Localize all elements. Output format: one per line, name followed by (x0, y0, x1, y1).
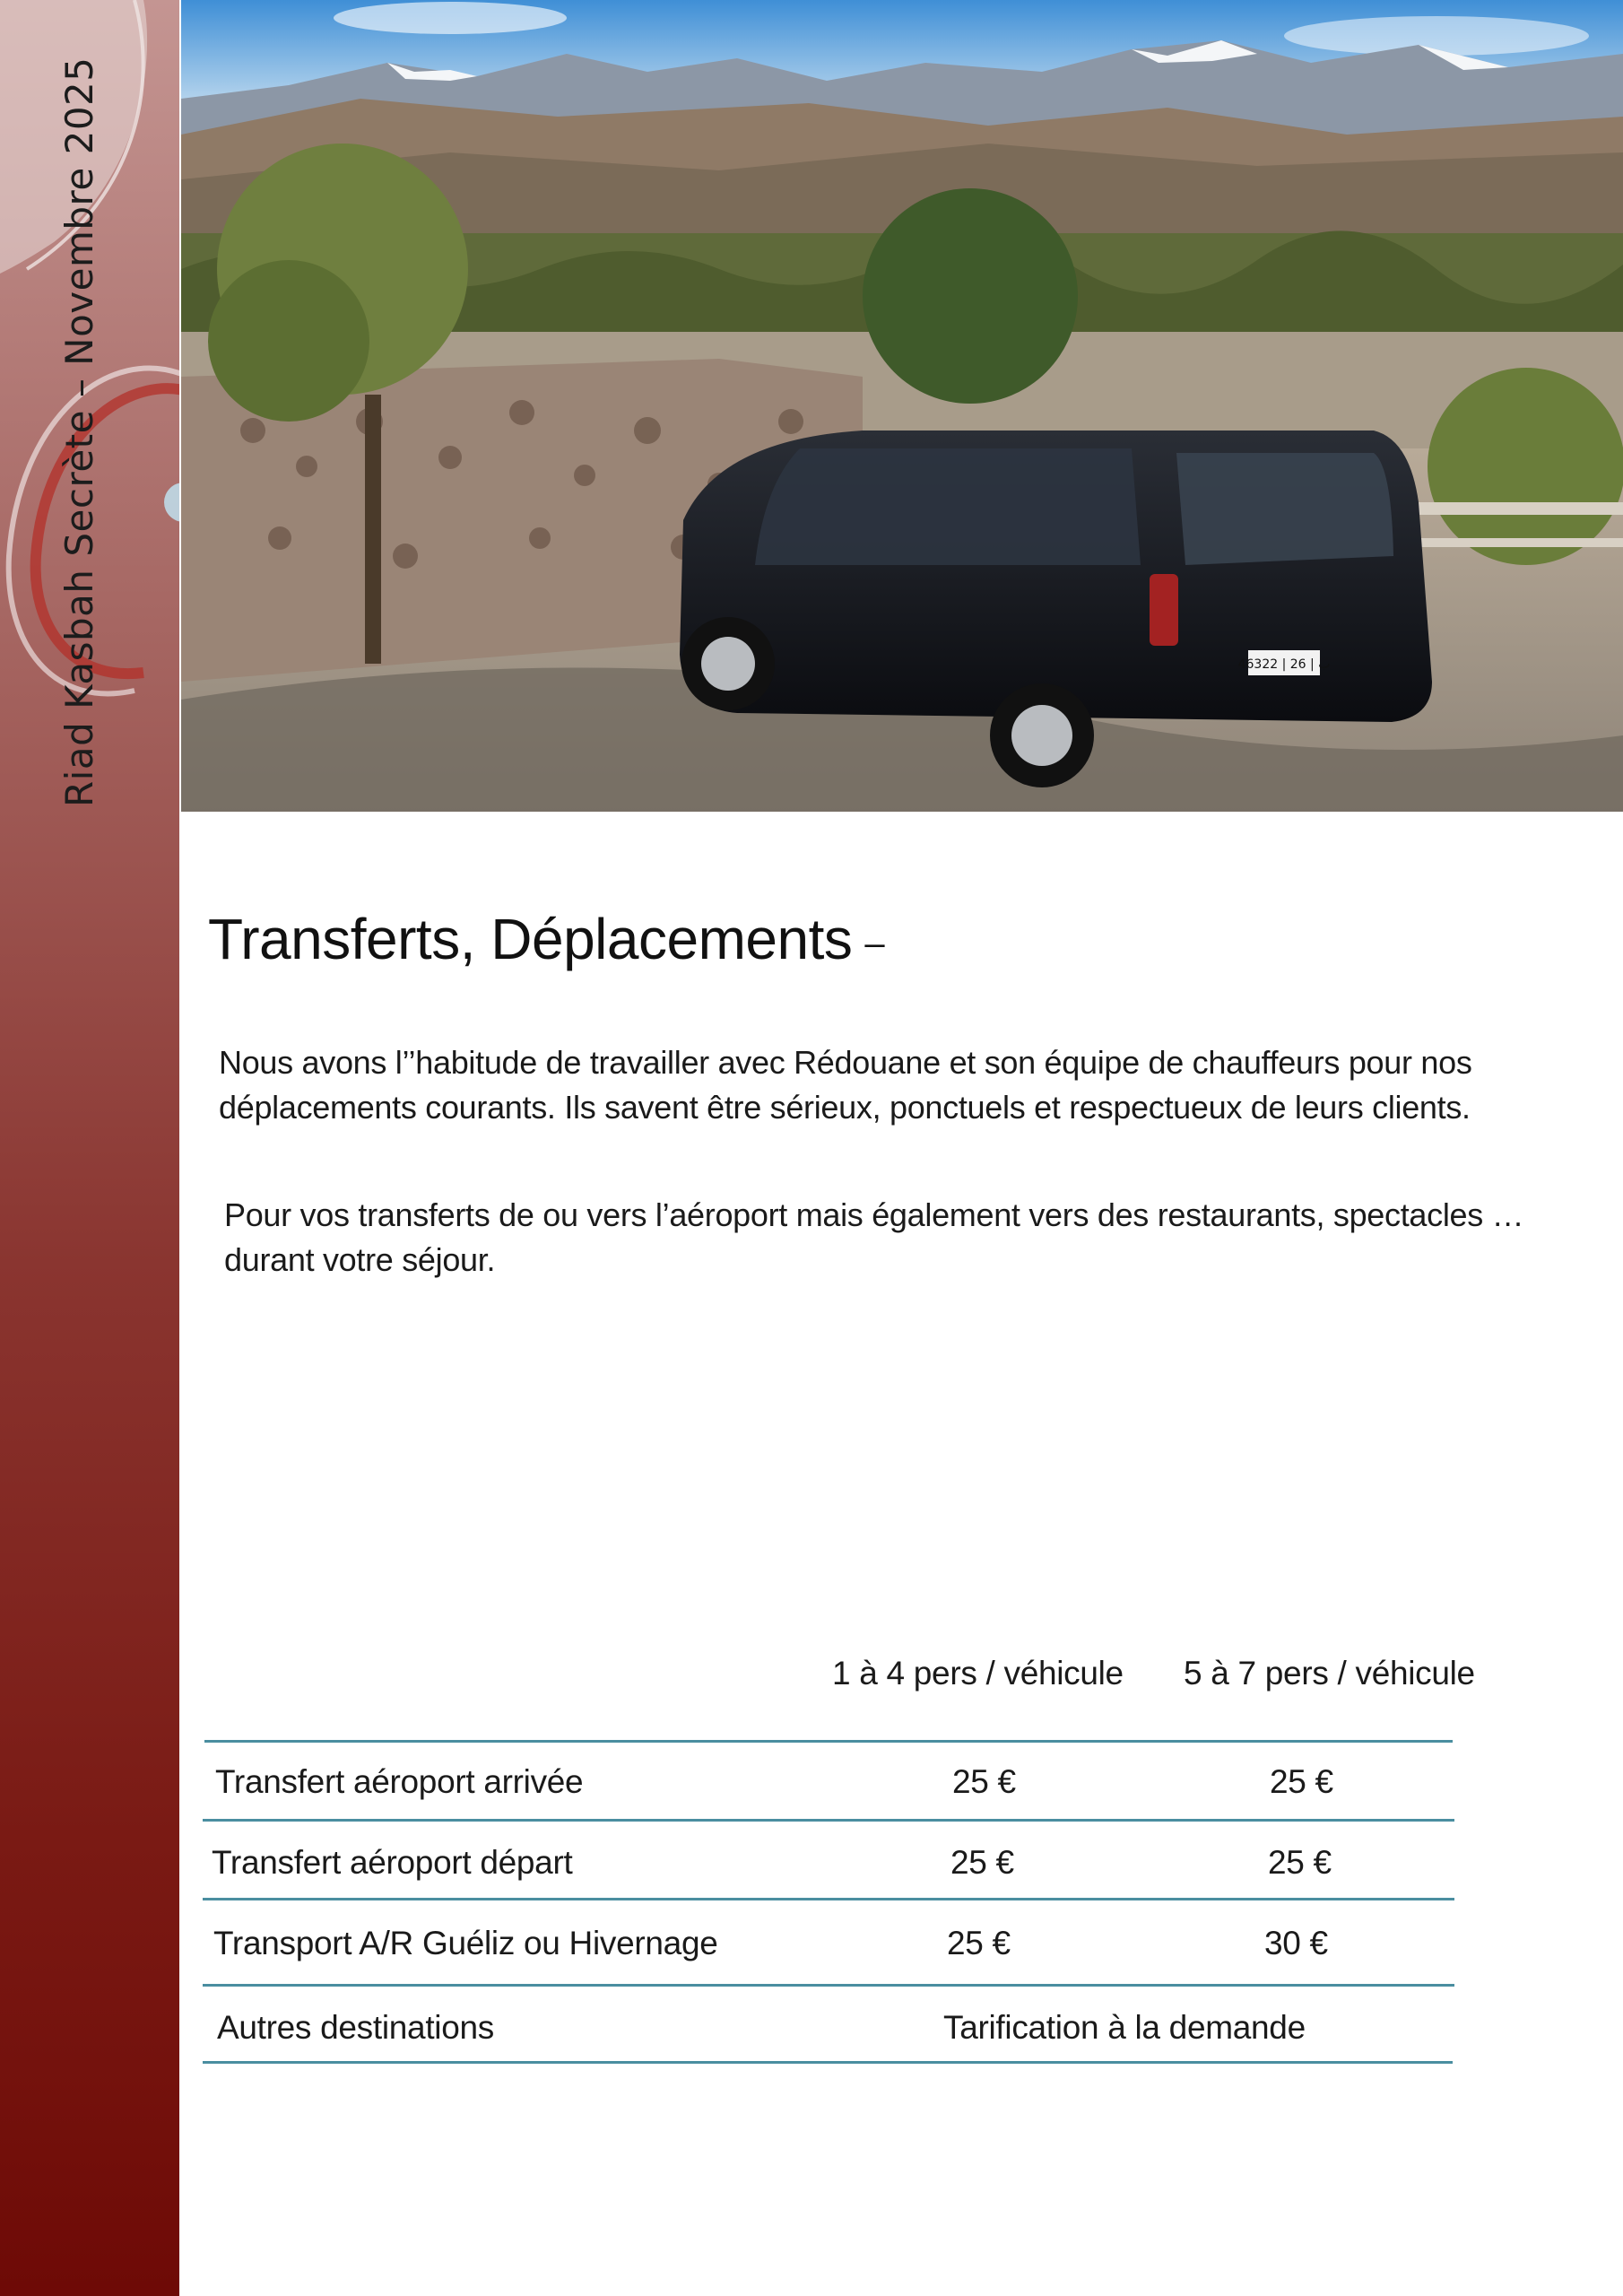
section-title-dash: – (864, 923, 885, 963)
table-rule (204, 1740, 1453, 1743)
plate-text: 46322 | ب | 26 (1237, 657, 1331, 672)
row-price-1-4: 25 € (950, 1844, 1014, 1881)
table-rule (203, 2061, 1453, 2064)
row-price-5-7: 25 € (1270, 1763, 1333, 1800)
column-header-1-4: 1 à 4 pers / véhicule (832, 1655, 1124, 1692)
column-header-5-7: 5 à 7 pers / véhicule (1184, 1655, 1475, 1692)
row-price-1-4: 25 € (952, 1763, 1016, 1800)
row-label: Transfert aéroport arrivée (215, 1763, 584, 1800)
row-label: Autres destinations (217, 2009, 494, 2046)
intro-paragraph: Nous avons l’’habitude de travailler avec Rédouane et son équipe de chauffeurs pour nos déplacements courants. Ils savent être sérieux, ponctuels et respectueux de leurs clients. (219, 1044, 1472, 1126)
row-price-1-4: 25 € (947, 1925, 1011, 1961)
row-price-5-7: 30 € (1264, 1925, 1328, 1961)
section-title-text: Transferts, Déplacements (208, 907, 853, 971)
table-rule (203, 1898, 1454, 1900)
section-title (208, 906, 884, 972)
table-rule (203, 1819, 1454, 1822)
table-rule (203, 1984, 1454, 1987)
sidebar (0, 0, 179, 2296)
row-price-5-7: 25 € (1268, 1844, 1332, 1881)
row-label: Transport A/R Guéliz ou Hivernage (213, 1925, 718, 1961)
hero-photo-scene (181, 0, 1623, 812)
row-label: Transfert aéroport départ (212, 1844, 573, 1881)
hero-photo (181, 0, 1623, 812)
transfers-paragraph: Pour vos transferts de ou vers l’aéroport mais également vers des restaurants, spectacles … durant votre séjour. (224, 1196, 1524, 1278)
sidebar-title: Riad Kasbah Secrète – Novembre 2025 (57, 57, 101, 807)
row-price-merged: Tarification à la demande (943, 2009, 1306, 2046)
